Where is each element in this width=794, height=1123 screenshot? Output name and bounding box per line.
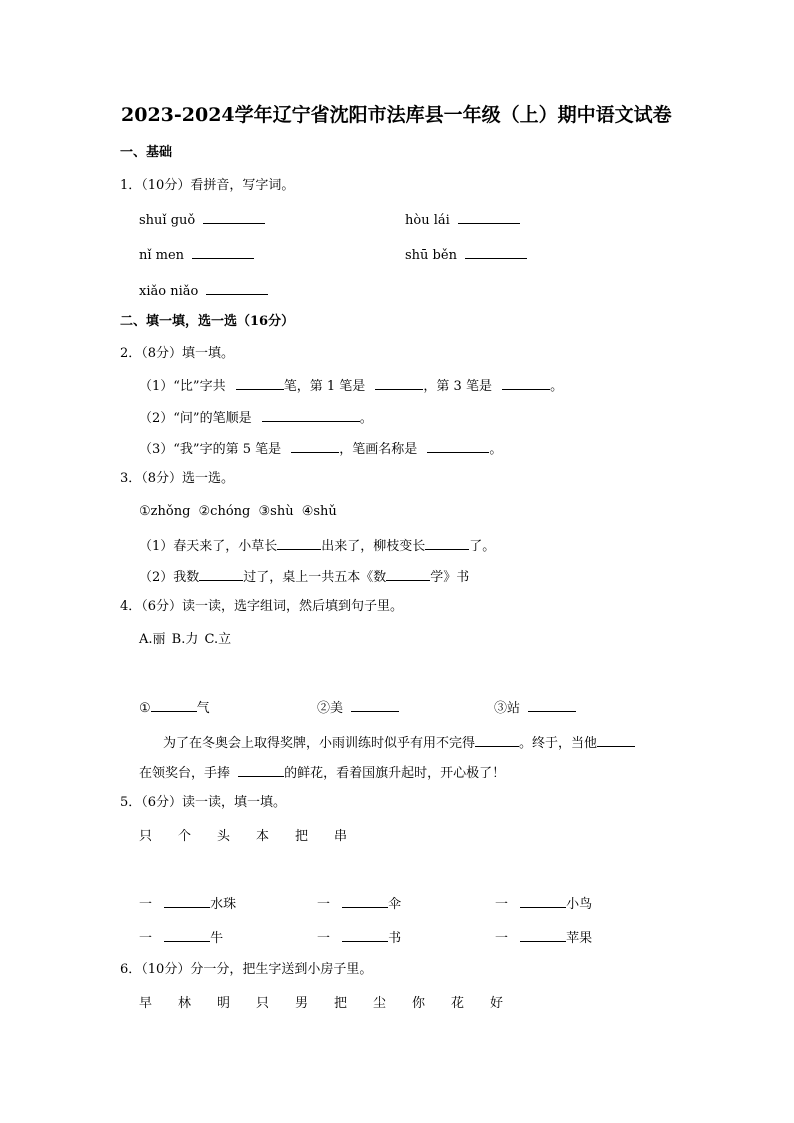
question-5-characters: 只 个 头 本 把 串 bbox=[139, 829, 348, 844]
answer-blank[interactable] bbox=[375, 376, 423, 390]
question-4-stem: 4．（6分）读一读，选字组词，然后填到句子里。 bbox=[120, 599, 404, 614]
pinyin-item: shuǐ guǒ bbox=[139, 210, 265, 230]
word-item: ① 气 bbox=[139, 698, 210, 718]
answer-blank[interactable] bbox=[236, 376, 284, 390]
answer-blank[interactable] bbox=[342, 928, 388, 942]
answer-blank[interactable] bbox=[386, 567, 430, 581]
question-1-stem: 1．（10分）看拼音，写字词。 bbox=[120, 178, 295, 193]
word-item: ③站 bbox=[494, 698, 576, 718]
pinyin-item: shū běn bbox=[405, 245, 527, 265]
answer-blank[interactable] bbox=[425, 536, 469, 550]
answer-blank[interactable] bbox=[520, 894, 566, 908]
answer-blank[interactable] bbox=[164, 894, 210, 908]
question-3-stem: 3．（8分）选一选。 bbox=[120, 471, 235, 486]
question-4-options: A.丽 B.力 C.立 bbox=[139, 632, 232, 647]
measure-word-item: 一 伞 bbox=[317, 894, 401, 914]
question-2-line-2: （2）“问”的笔顺是 。 bbox=[139, 408, 373, 428]
answer-blank[interactable] bbox=[458, 210, 520, 224]
page-title: 2023-2024学年辽宁省沈阳市法库县一年级（上）期中语文试卷 bbox=[121, 104, 672, 126]
answer-blank[interactable] bbox=[528, 698, 576, 712]
question-5-stem: 5．（6分）读一读，填一填。 bbox=[120, 795, 287, 810]
question-4-sentence-1: 为了在冬奥会上取得奖牌，小雨训练时似乎有用不完得 。终于，当他 bbox=[163, 733, 635, 753]
pinyin-item: xiǎo niǎo bbox=[139, 281, 268, 301]
answer-blank[interactable] bbox=[351, 698, 399, 712]
measure-word-item: 一 书 bbox=[317, 928, 401, 948]
answer-blank[interactable] bbox=[502, 376, 550, 390]
pinyin-item: hòu lái bbox=[405, 210, 520, 230]
answer-blank[interactable] bbox=[520, 928, 566, 942]
question-6-stem: 6．（10分）分一分，把生字送到小房子里。 bbox=[120, 962, 373, 977]
question-3-line-1: （1）春天来了，小草长 出来了，柳枝变长 了。 bbox=[139, 536, 495, 556]
answer-blank[interactable] bbox=[291, 439, 339, 453]
question-2-line-3: （3）“我”字的第 5 笔是 ，笔画名称是 。 bbox=[139, 439, 502, 459]
measure-word-item: 一 小鸟 bbox=[495, 894, 592, 914]
answer-blank[interactable] bbox=[427, 439, 489, 453]
answer-blank[interactable] bbox=[262, 408, 360, 422]
answer-blank[interactable] bbox=[342, 894, 388, 908]
answer-blank[interactable] bbox=[164, 928, 210, 942]
question-6-characters: 早 林 明 只 男 把 尘 你 花 好 bbox=[139, 996, 504, 1011]
answer-blank[interactable] bbox=[238, 763, 284, 777]
answer-blank[interactable] bbox=[277, 536, 321, 550]
pinyin-item: nǐ men bbox=[139, 245, 254, 265]
question-3-line-2: （2）我数 过了，桌上一共五本《数 学》书 bbox=[139, 567, 469, 587]
section-heading-fill-choose: 二、填一填，选一选（16分） bbox=[120, 314, 295, 329]
answer-blank[interactable] bbox=[475, 733, 519, 747]
section-heading-basics: 一、基础 bbox=[120, 145, 173, 160]
answer-blank[interactable] bbox=[465, 245, 527, 259]
answer-blank[interactable] bbox=[597, 733, 635, 747]
question-4-sentence-2: 在领奖台，手捧 的鲜花，看着国旗升起时，开心极了！ bbox=[139, 763, 505, 783]
answer-blank[interactable] bbox=[192, 245, 254, 259]
answer-blank[interactable] bbox=[203, 210, 265, 224]
question-2-stem: 2．（8分）填一填。 bbox=[120, 346, 235, 361]
question-3-options: ①zhǒng ②chóng ③shù ④shǔ bbox=[139, 504, 337, 519]
answer-blank[interactable] bbox=[151, 698, 197, 712]
measure-word-item: 一 牛 bbox=[139, 928, 223, 948]
question-2-line-1: （1）“比”字共 笔，第 1 笔是 ，第 3 笔是 。 bbox=[139, 376, 563, 396]
word-item: ②美 bbox=[317, 698, 399, 718]
measure-word-item: 一 水珠 bbox=[139, 894, 236, 914]
measure-word-item: 一 苹果 bbox=[495, 928, 592, 948]
answer-blank[interactable] bbox=[206, 281, 268, 295]
answer-blank[interactable] bbox=[199, 567, 243, 581]
